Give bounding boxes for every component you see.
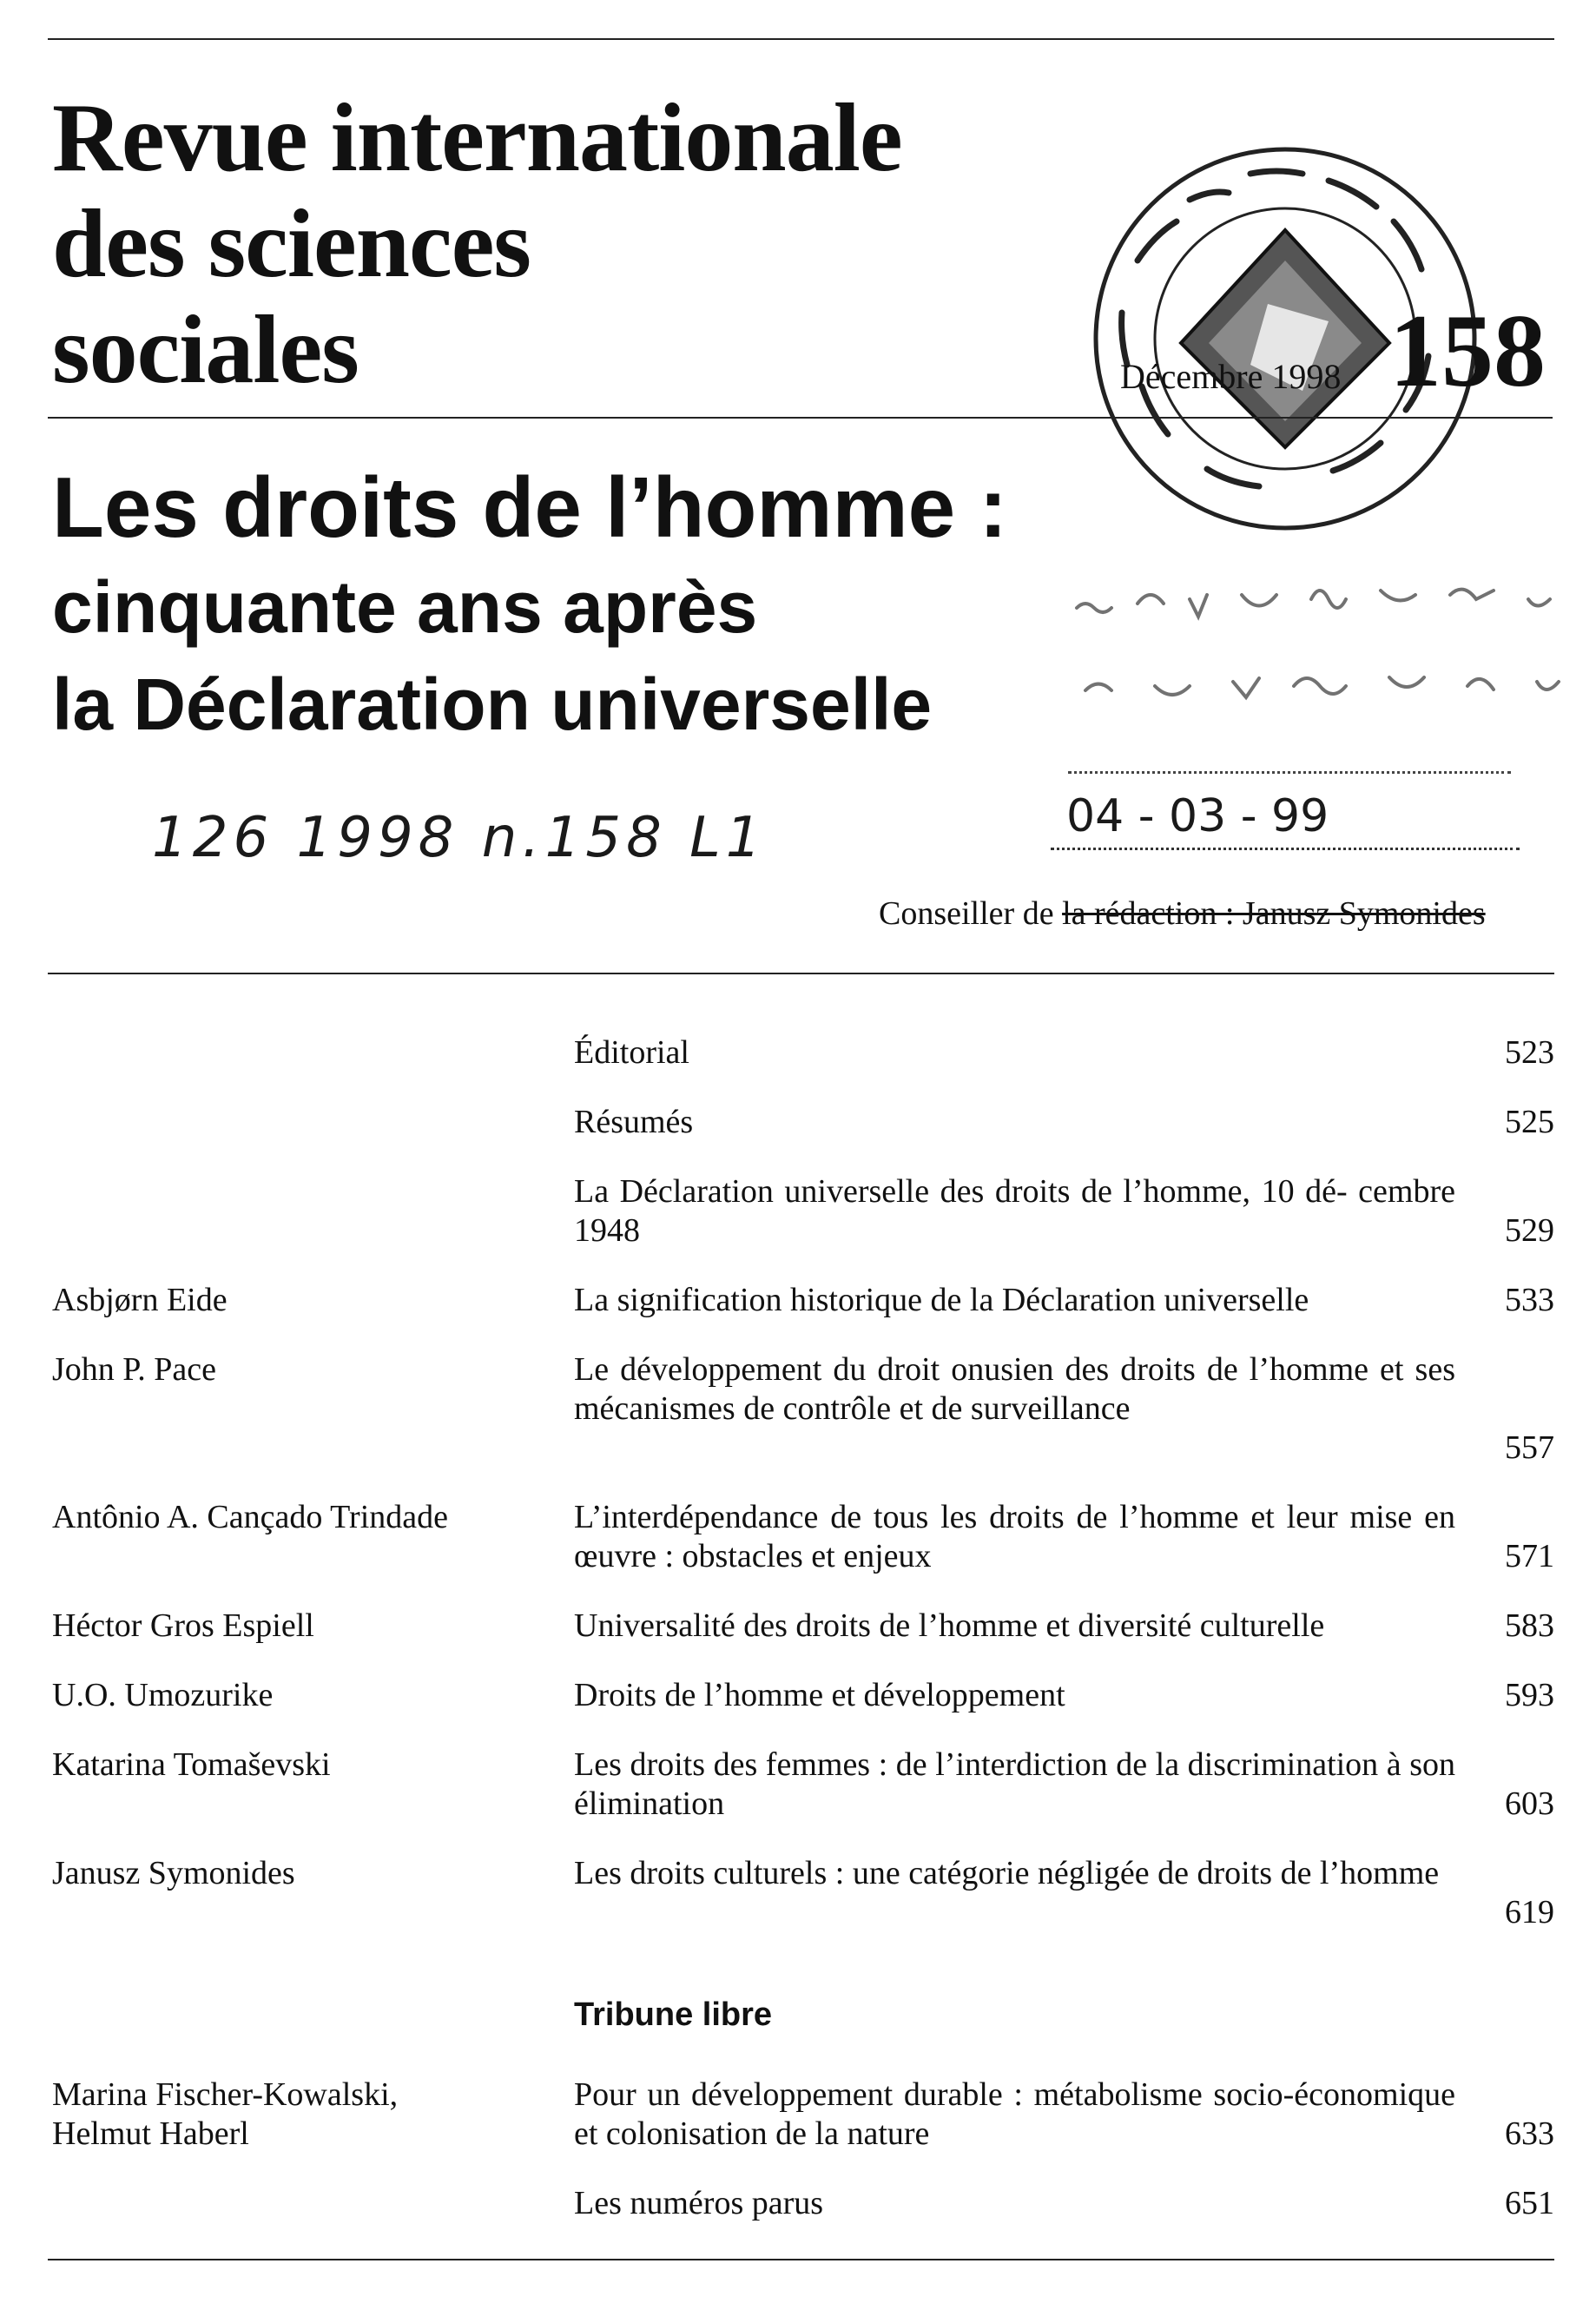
toc-author: U.O. Umozurike — [52, 1677, 274, 1713]
theme-title — [52, 456, 1007, 753]
toc-title: Universalité des droits de l’homme et diversité culturelle — [574, 1607, 1325, 1644]
handwritten-annotation-icon — [1059, 564, 1580, 764]
toc-page: 593 — [1505, 1677, 1554, 1713]
toc-author: Katarina Tomaševski — [52, 1746, 331, 1783]
journal-title-line: sociales — [52, 296, 359, 404]
theme-title-line: Les droits de l’homme : — [52, 459, 1007, 555]
toc-author: John P. Pace — [52, 1351, 216, 1388]
toc-title: L’interdépendance de tous les droits de l’homme et leur mise en œuvre : obstacles et enjeux — [574, 1499, 1455, 1574]
bottom-rule — [48, 2259, 1554, 2260]
advisor-struck-text: la rédaction : Janusz Symonides — [1062, 895, 1486, 932]
call-number: 126 1998 n.158 L1 — [152, 806, 767, 870]
advisor-label: Conseiller de — [879, 895, 1063, 932]
toc-title: Les droits des femmes : de l’interdiction de la discrimination à son élimination — [574, 1746, 1455, 1822]
toc-title: Droits de l’homme et développement — [574, 1677, 1065, 1713]
toc-author: Asbjørn Eide — [52, 1282, 228, 1318]
title-divider — [48, 417, 1553, 419]
toc-title: Éditorial — [574, 1034, 689, 1071]
toc-author: Janusz Symonides — [52, 1855, 295, 1891]
toc-page: 603 — [1505, 1785, 1554, 1822]
toc-page: 523 — [1505, 1034, 1554, 1071]
dotted-line — [1068, 771, 1511, 774]
toc-author: Marina Fischer-Kowalski, Helmut Haberl — [52, 2076, 399, 2152]
toc-page: 533 — [1505, 1282, 1554, 1318]
toc-author: Héctor Gros Espiell — [52, 1607, 314, 1644]
theme-title-line: la Déclaration universelle — [52, 663, 933, 745]
toc-page: 529 — [1505, 1212, 1554, 1249]
toc-page: 583 — [1505, 1607, 1554, 1644]
received-date: 04 - 03 - 99 — [1066, 790, 1329, 842]
toc-section-title: Tribune libre — [574, 1996, 773, 2033]
toc-title: La Déclaration universelle des droits de l’homme, 10 dé- cembre 1948 — [574, 1173, 1455, 1249]
toc-page: 651 — [1505, 2185, 1554, 2221]
toc-page: 571 — [1505, 1538, 1554, 1574]
toc-title: Les numéros parus — [574, 2185, 824, 2221]
theme-title-line: cinquante ans après — [52, 566, 758, 648]
journal-title-line: Revue internationale — [52, 84, 902, 192]
journal-title — [52, 85, 902, 403]
dotted-line — [1051, 848, 1520, 850]
editorial-advisor — [879, 894, 1486, 933]
toc-title: Pour un développement durable : métabolisme socio-économique et colonisation de la nature — [574, 2076, 1455, 2152]
toc-page: 557 — [1505, 1429, 1554, 1466]
issue-number: 158 — [1389, 293, 1546, 408]
top-rule — [48, 38, 1554, 40]
toc-title: Les droits culturels : une catégorie négligée de droits de l’homme — [574, 1855, 1440, 1891]
journal-title-line: des sciences — [52, 190, 531, 298]
toc-title: La signification historique de la Déclaration universelle — [574, 1282, 1309, 1318]
toc-title: Résumés — [574, 1104, 694, 1140]
issue-date: Décembre 1998 — [1120, 357, 1342, 396]
toc-page: 633 — [1505, 2115, 1554, 2152]
toc-title: Le développement du droit onusien des droits de l’homme et ses mécanismes de contrôle et de surveillance — [574, 1351, 1455, 1427]
toc-page: 619 — [1505, 1894, 1554, 1930]
toc-author: Antônio A. Cançado Trindade — [52, 1499, 448, 1535]
toc-divider — [48, 973, 1554, 974]
toc-page: 525 — [1505, 1104, 1554, 1140]
